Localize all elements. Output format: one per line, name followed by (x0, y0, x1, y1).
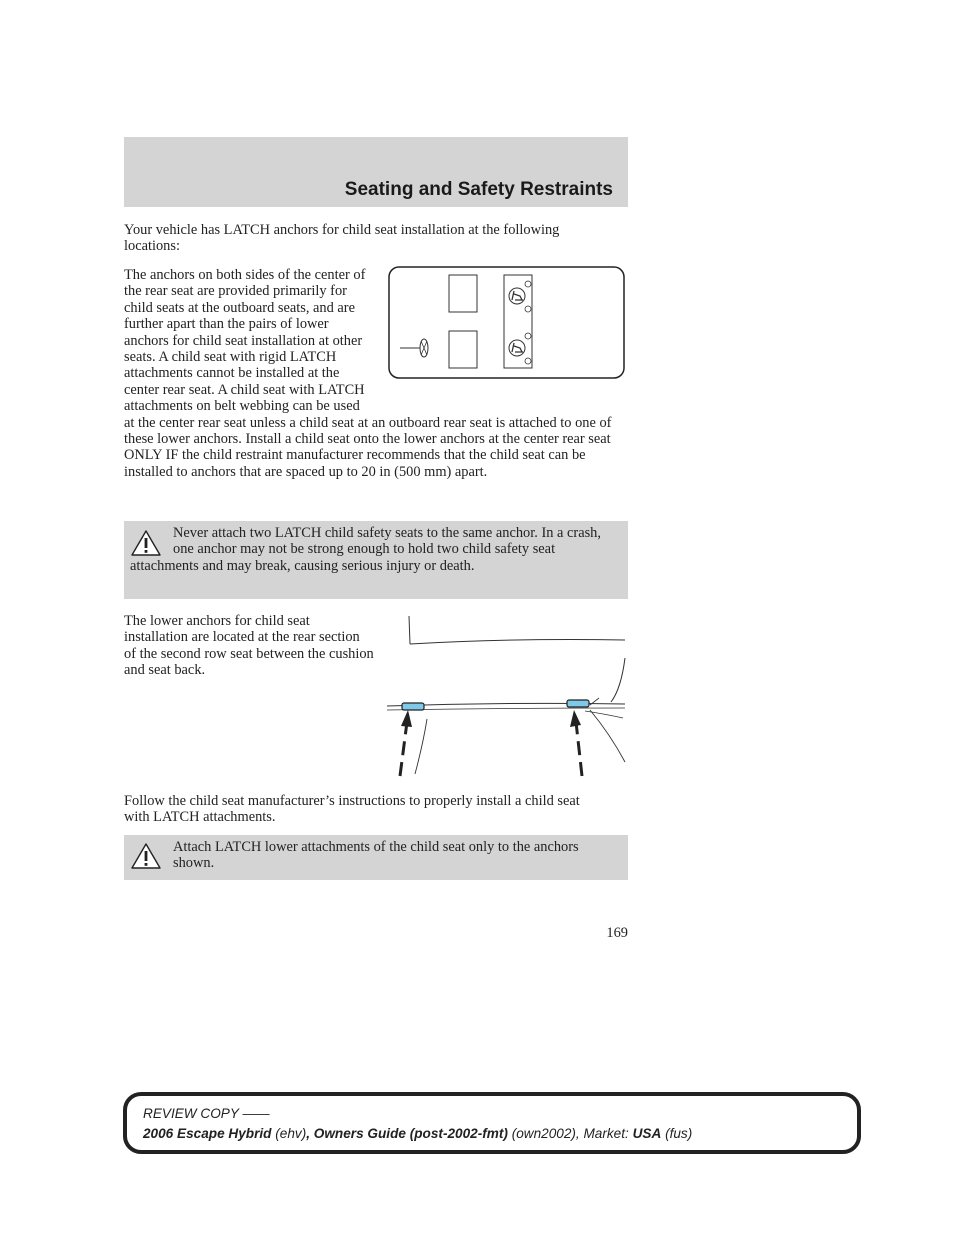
market-code: (fus) (665, 1126, 693, 1141)
intro-paragraph: Your vehicle has LATCH anchors for child seat installation at the following locations: (124, 222, 560, 255)
warning-2-text: Attach LATCH lower attachments of the child seat only to the anchors shown. (173, 839, 579, 872)
warning-1-text: Never attach two LATCH child safety seats to the same anchor. In a crash, one anchor may not be strong enough to hold two child safety seat attachments and may break, causing serious injury or death. (130, 525, 601, 574)
guide-name: , Owners Guide (post-2002-fmt) (306, 1126, 508, 1141)
warning-1-wrap (130, 525, 616, 574)
lower-anchor-right (567, 700, 589, 707)
warning-box-2 (124, 835, 628, 880)
anchors-paragraph: The anchors on both sides of the center of the rear seat are provided primarily for child seats at the outboard seats, and are further apart than the pairs of lower anchors for child seat installation at other seats. A child seat with rigid LATCH attachments cannot be installed at the center rear seat. A child seat with LATCH attachments on belt webbing can be used at the center rear seat unless a child seat at an outboard rear seat is attached to one of these lower anchors. Install a child seat onto the lower anchors at the center rear seat ONLY IF the child restraint manufacturer recommends that the child seat can be installed to anchors that are spaced up to 20 in (500 mm) apart. (124, 267, 612, 480)
warning-box-1 (124, 521, 628, 599)
section-header (124, 137, 628, 207)
anchors-paragraph-wrap (124, 267, 628, 480)
page-number: 169 (606, 925, 628, 941)
model-name: 2006 Escape Hybrid (143, 1126, 272, 1141)
arrow-left (400, 722, 407, 776)
lower-anchors-paragraph: The lower anchors for child seat installation are located at the rear section of the second row seat between the cushion and seat back. (124, 613, 374, 679)
lower-anchor-left (402, 703, 424, 710)
review-copy-details (143, 1126, 692, 1141)
review-copy-box (123, 1092, 861, 1154)
market-name: USA (632, 1126, 662, 1141)
market-label: , Market: (575, 1126, 629, 1141)
arrow-right (576, 722, 582, 776)
guide-code: (own2002) (511, 1126, 576, 1141)
review-copy-label: REVIEW COPY —— (143, 1106, 270, 1121)
model-code: (ehv) (275, 1126, 307, 1141)
section-title: Seating and Safety Restraints (344, 179, 613, 200)
warning-triangle-icon (130, 842, 162, 870)
follow-paragraph: Follow the child seat manufacturer’s instructions to properly install a child seat with LATCH attachments. (124, 793, 580, 826)
seat-anchor-illustration (385, 614, 629, 780)
